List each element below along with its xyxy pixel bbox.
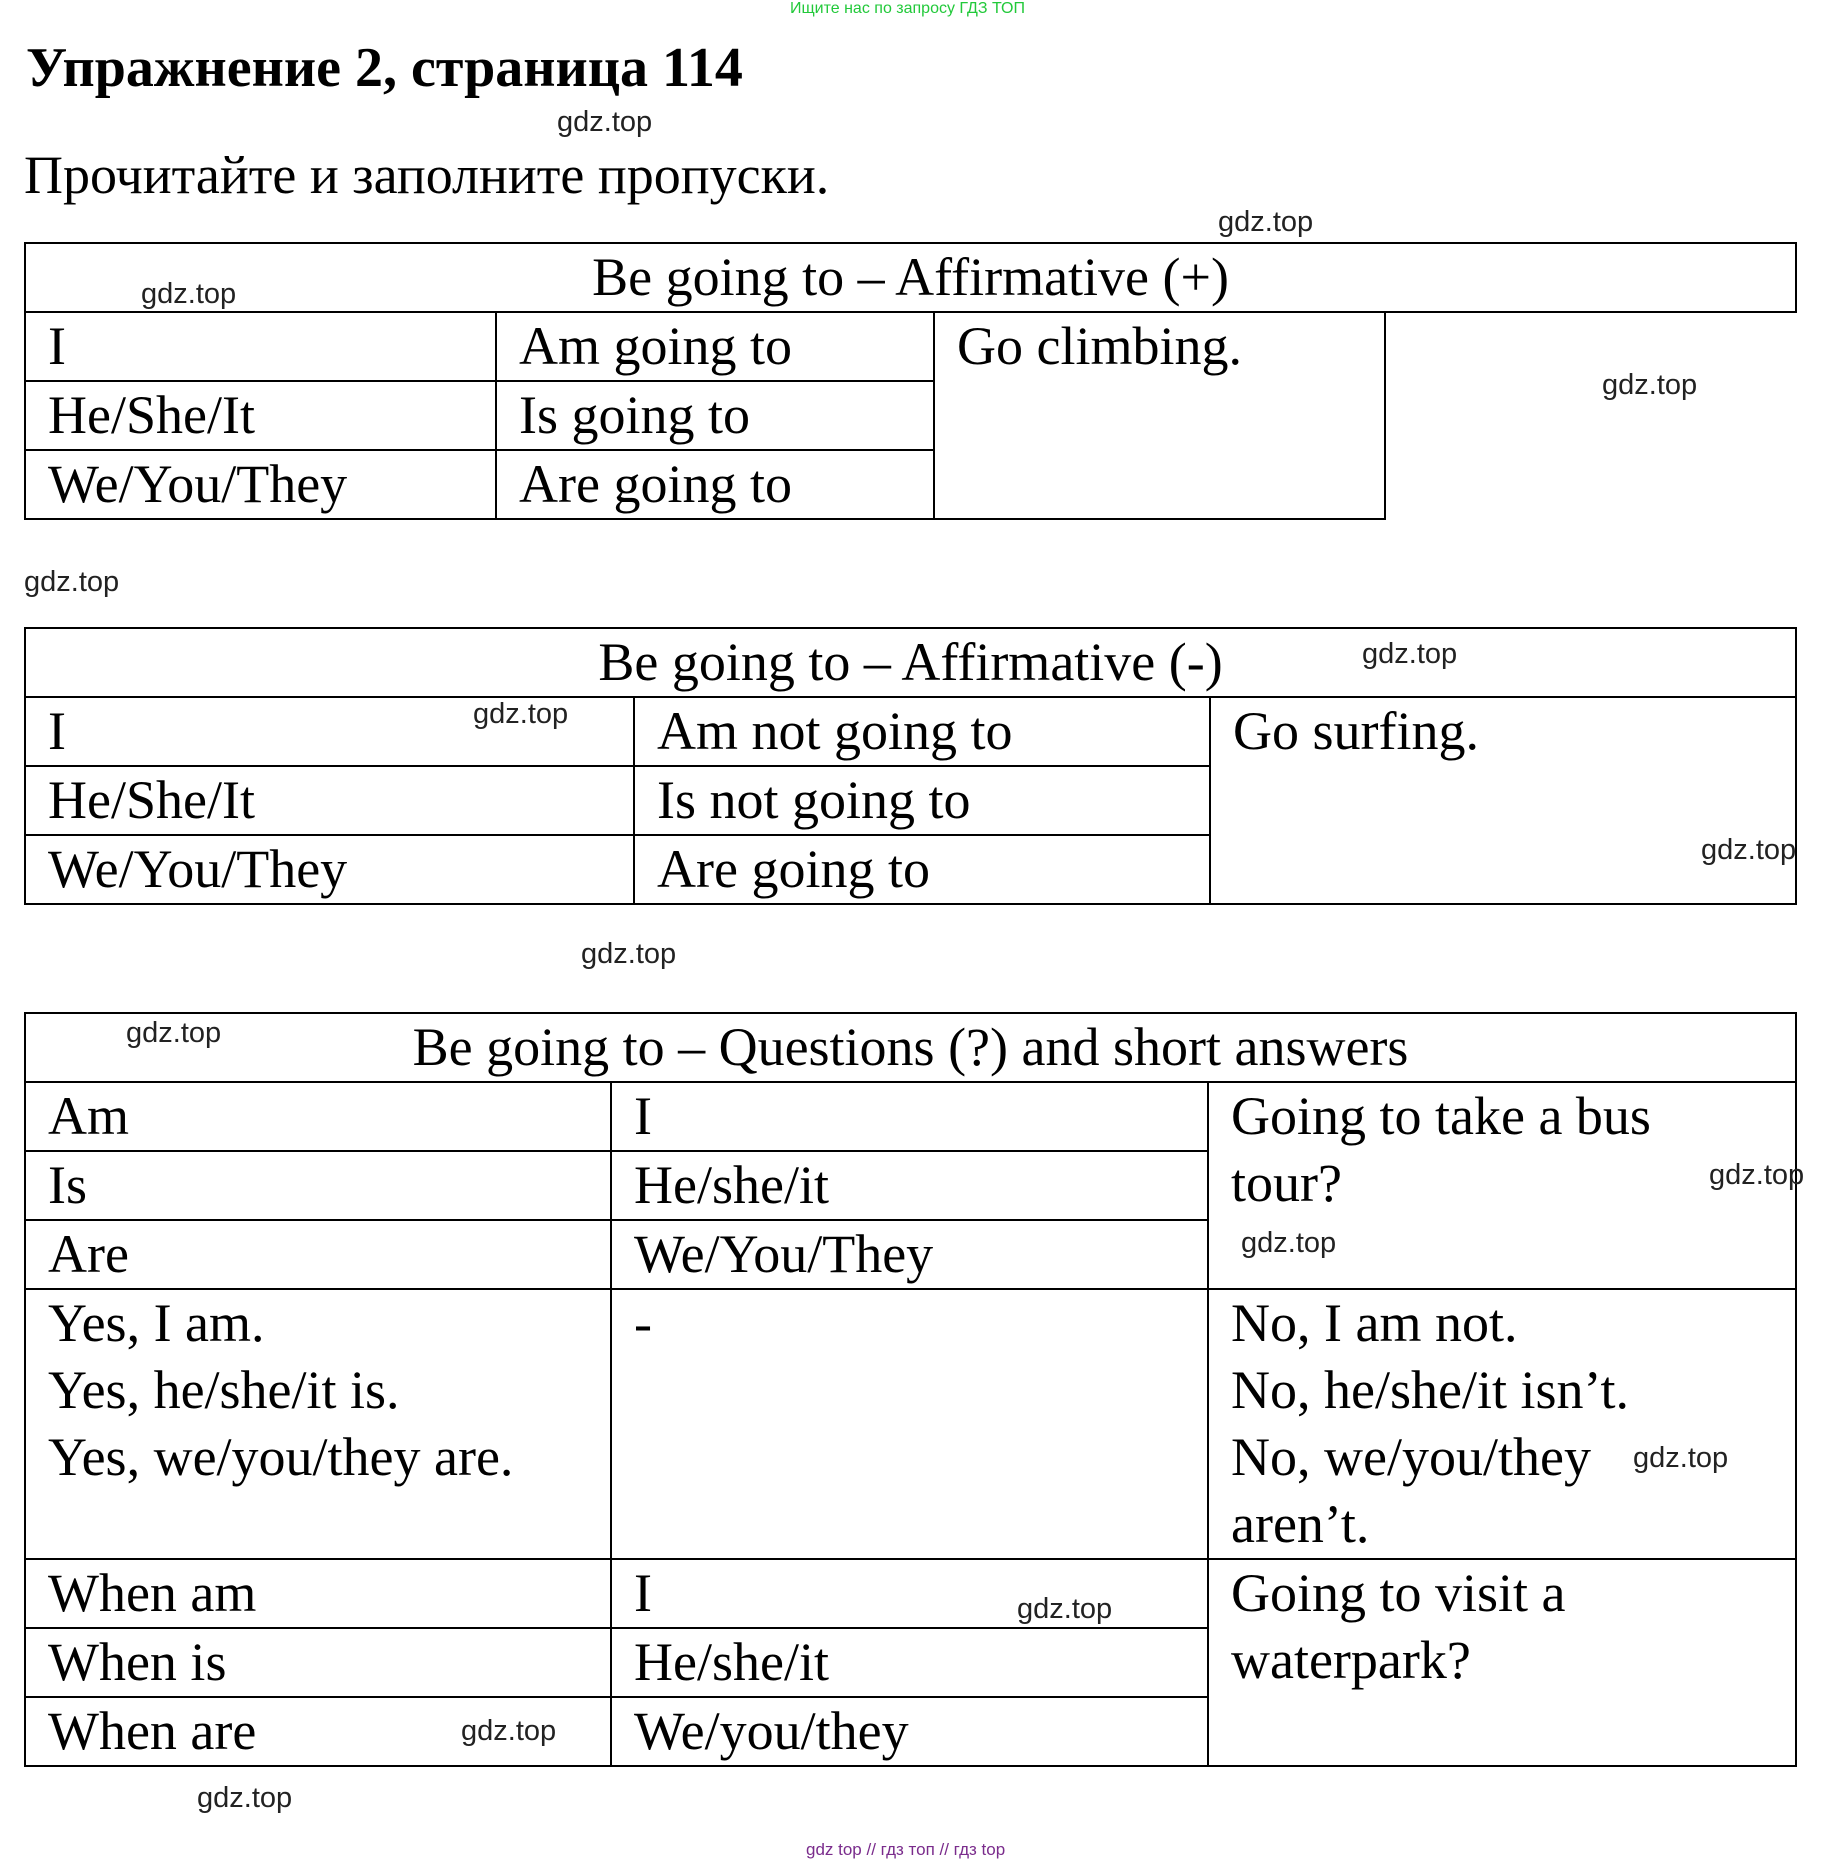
questions-table (24, 1012, 1797, 1767)
no-answer-3: No, we/you/they (1231, 1427, 1591, 1487)
footer-text: gdz top // гдз топ // гдз top (806, 1840, 1006, 1859)
questions-header: Be going to – Questions (?) and short answers (25, 1013, 1796, 1082)
question-aux-4: When am (25, 1559, 611, 1628)
affirmative-header: Be going to – Affirmative (+) (25, 243, 1796, 312)
affirmative-subject-2: He/She/It (25, 381, 496, 450)
watermark: gdz.top (1633, 1442, 1729, 1474)
question-subject-5: He/she/it (611, 1628, 1208, 1697)
watermark: gdz.top (1701, 834, 1797, 866)
question-1-line-2: tour? (1231, 1153, 1342, 1213)
watermark: gdz.top (473, 698, 569, 730)
question-aux-1: Am (25, 1082, 611, 1151)
watermark: gdz.top (1602, 369, 1698, 401)
affirmative-subject-1: I (25, 312, 496, 381)
question-aux-6: When are (25, 1697, 611, 1766)
affirmative-verb-3: Are going to (496, 450, 934, 519)
no-answer-4: aren’t. (1231, 1494, 1370, 1554)
question-subject-4: I (611, 1559, 1208, 1628)
watermark: gdz.top (557, 106, 653, 138)
watermark: gdz.top (197, 1782, 293, 1814)
no-answer-1: No, I am not. (1231, 1293, 1518, 1353)
affirmative-table (24, 242, 1797, 520)
no-answer-2: No, he/she/it isn’t. (1231, 1360, 1629, 1420)
watermark: gdz.top (461, 1715, 557, 1747)
negative-verb-3: Are going to (634, 835, 1210, 904)
negative-complement: Go surfing. (1210, 697, 1796, 904)
affirmative-complement: Go climbing. (934, 312, 1385, 519)
instruction-text: Прочитайте и заполните пропуски. (24, 145, 830, 205)
question-subject-6: We/you/they (611, 1697, 1208, 1766)
negative-verb-2: Is not going to (634, 766, 1210, 835)
watermark: gdz.top (1362, 638, 1458, 670)
question-aux-2: Is (25, 1151, 611, 1220)
question-2-line-2: waterpark? (1231, 1630, 1471, 1690)
question-aux-3: Are (25, 1220, 611, 1289)
page-title: Упражнение 2, страница 114 (26, 37, 743, 99)
watermark: gdz.top (1241, 1227, 1337, 1259)
question-1-line-1: Going to take a bus (1231, 1086, 1651, 1146)
watermark: gdz.top (1017, 1593, 1113, 1625)
affirmative-empty (1385, 312, 1796, 519)
yes-answer-3: Yes, we/you/they are. (48, 1427, 514, 1487)
watermark: gdz.top (581, 938, 677, 970)
affirmative-verb-1: Am going to (496, 312, 934, 381)
question-aux-5: When is (25, 1628, 611, 1697)
watermark: gdz.top (126, 1017, 222, 1049)
question-subject-3: We/You/They (611, 1220, 1208, 1289)
negative-subject-3: We/You/They (25, 835, 634, 904)
yes-answers (25, 1289, 611, 1559)
no-answers (1208, 1289, 1796, 1559)
negative-subject-2: He/She/It (25, 766, 634, 835)
negative-subject-1: I (25, 697, 634, 766)
yes-answer-2: Yes, he/she/it is. (48, 1360, 400, 1420)
affirmative-subject-3: We/You/They (25, 450, 496, 519)
header-note: Ищите нас по запросу ГДЗ ТОП (790, 0, 1025, 17)
watermark: gdz.top (1709, 1159, 1805, 1191)
yes-answer-1: Yes, I am. (48, 1293, 265, 1353)
affirmative-verb-2: Is going to (496, 381, 934, 450)
watermark: gdz.top (1218, 206, 1314, 238)
question-subject-2: He/she/it (611, 1151, 1208, 1220)
question-subject-1: I (611, 1082, 1208, 1151)
question-2-line-1: Going to visit a (1231, 1563, 1566, 1623)
negative-header: Be going to – Affirmative (-) (25, 628, 1796, 697)
negative-verb-1: Am not going to (634, 697, 1210, 766)
negative-table (24, 627, 1797, 905)
middle-dash: - (611, 1289, 1208, 1559)
question-2 (1208, 1559, 1796, 1766)
watermark: gdz.top (24, 566, 120, 598)
watermark: gdz.top (141, 278, 237, 310)
